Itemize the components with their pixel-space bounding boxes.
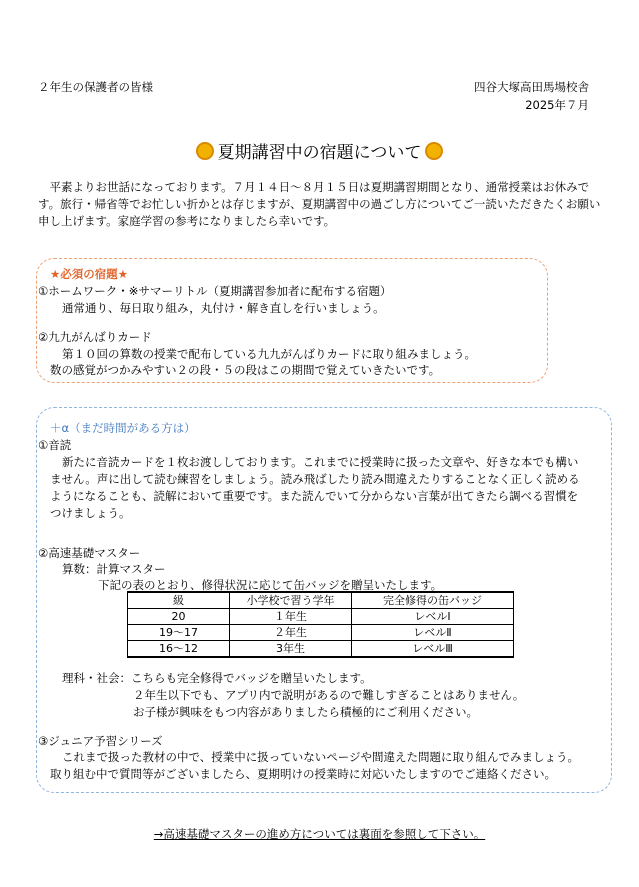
footer-text: →高速基礎マスターの進め方については裏面を参照して下さい。 — [153, 827, 486, 841]
intro-text: 平素よりお世話になっております。７月１４日～８月１５日は夏期講習期間となり、通常授業はお休みです。旅行・帰省等でお忙しい折かとは存じますが、夏期講習中の過ごし方についてご一読いただきたくお願い申し上げます。家庭学習の参考になりましたら幸いです。 — [38, 180, 601, 228]
ondoku-line-1: 新たに音読カードを１枚お渡ししております。これまでに授業時に扱った文章や、好きな本でも構い — [62, 455, 579, 469]
table-cell: １年生 — [230, 609, 352, 625]
ondoku-line-3: ようになることも、読解において重要です。また読んでいて分からない言葉が出てきたら調べる習慣を — [50, 489, 579, 503]
sunflower-icon — [425, 142, 443, 160]
ondoku-line-4: つけましょう。 — [50, 506, 131, 520]
table-cell: レベルⅢ — [352, 641, 514, 658]
sunflower-icon — [196, 142, 214, 160]
optional-item-2-subtitle: 算数：計算マスター — [62, 562, 166, 576]
badge-table — [127, 591, 514, 658]
optional-heading: ＋α（まだ時間がある方は） — [50, 421, 196, 435]
science-social-line-2: ２年生以下でも、アプリ内で説明があるので難しすぎることはありません。 — [133, 688, 525, 702]
optional-item-3-line-1: これまで扱った教材の中で、授業中に扱っていないページや間違えた問題に取り組んでみましょう。 — [62, 750, 580, 764]
optional-item-2-title: ②高速基礎マスター — [38, 546, 141, 560]
school-name: 四谷大塚高田馬場校舎 — [474, 80, 589, 94]
required-item-2-title: ②九九がんばりカード — [38, 330, 152, 344]
science-social-line-1: 理科・社会：こちらも完全修得でバッジを贈呈いたします。 — [62, 671, 372, 685]
footer-note — [0, 826, 639, 842]
page-title — [0, 141, 639, 165]
issue-date: 2025年７月 — [525, 98, 589, 112]
ondoku-line-2: ません。声に出して読む練習をしましょう。読み飛ばしたり読み間違えたりすることなく正しく読める — [50, 472, 580, 486]
optional-item-3-line-2: 取り組む中で質問等がございましたら、夏期明けの授業時に対応いたしますのでご連絡ください。 — [50, 767, 556, 781]
table-row — [128, 609, 514, 625]
table-cell: 19～17 — [128, 625, 230, 641]
table-header-cell: 小学校で習う学年 — [230, 592, 352, 609]
table-cell: ２年生 — [230, 625, 352, 641]
table-row — [128, 641, 514, 658]
required-heading: ★必須の宿題★ — [50, 267, 129, 281]
optional-item-1-title: ①音読 — [38, 438, 72, 452]
recipient: ２年生の保護者の皆様 — [38, 80, 153, 94]
table-cell: 16～12 — [128, 641, 230, 658]
intro-paragraph — [38, 179, 608, 230]
required-item-2-text-1: 第１０回の算数の授業で配布している九九がんばりカードに取り組みましょう。 — [62, 347, 476, 361]
required-item-1-title: ①ホームワーク・※サマーリトル（夏期講習参加者に配布する宿題） — [38, 284, 392, 298]
table-cell: 3年生 — [230, 641, 352, 658]
table-cell: レベルⅠ — [352, 609, 514, 625]
table-cell: レベルⅡ — [352, 625, 514, 641]
science-social-line-3: お子様が興味をもつ内容がありましたら積極的にご利用ください。 — [133, 705, 478, 719]
required-item-1-text: 通常通り、毎日取り組み，丸付け・解き直しを行いましょう。 — [62, 301, 385, 315]
table-header-row — [128, 592, 514, 609]
table-header-cell: 完全修得の缶バッジ — [352, 592, 514, 609]
required-item-2-text-2: 数の感覚がつかみやすい２の段・５の段はこの期間で覚えていきたいです。 — [50, 363, 441, 377]
table-cell: 20 — [128, 609, 230, 625]
title-text: 夏期講習中の宿題について — [217, 143, 422, 163]
optional-item-2-text: 下記の表のとおり、修得状況に応じて缶バッジを贈呈いたします。 — [98, 578, 443, 592]
table-header-cell: 級 — [128, 592, 230, 609]
table-row — [128, 625, 514, 641]
optional-item-3-title: ③ジュニア予習シリーズ — [38, 734, 163, 748]
